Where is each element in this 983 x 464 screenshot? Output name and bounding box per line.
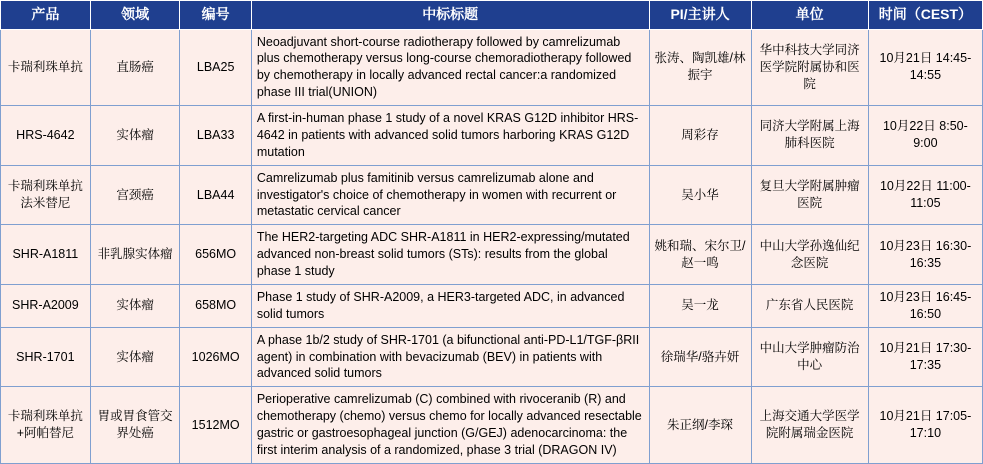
cell-field: 宫颈癌 — [90, 165, 180, 225]
cell-field: 非乳腺实体瘤 — [90, 225, 180, 285]
cell-pi: 吴一龙 — [649, 284, 751, 327]
cell-code: 658MO — [180, 284, 251, 327]
cell-pi: 徐瑞华/骆卉妍 — [649, 327, 751, 387]
cell-product: SHR-1701 — [1, 327, 91, 387]
cell-product: HRS-4642 — [1, 106, 91, 166]
table-row — [1, 165, 983, 225]
table-body — [1, 29, 983, 463]
cell-org: 复旦大学附属肿瘤医院 — [751, 165, 868, 225]
cell-org: 广东省人民医院 — [751, 284, 868, 327]
cell-pi: 周彩存 — [649, 106, 751, 166]
cell-pi: 吴小华 — [649, 165, 751, 225]
cell-pi: 张涛、陶凯雄/林振宇 — [649, 29, 751, 106]
cell-product: 卡瑞利珠单抗+阿帕替尼 — [1, 387, 91, 464]
table-row — [1, 29, 983, 106]
table-row — [1, 284, 983, 327]
cell-field: 实体瘤 — [90, 327, 180, 387]
cell-product: 卡瑞利珠单抗法米替尼 — [1, 165, 91, 225]
cell-product: 卡瑞利珠单抗 — [1, 29, 91, 106]
table-row — [1, 225, 983, 285]
cell-title: Phase 1 study of SHR-A2009, a HER3-targeted ADC, in advanced solid tumors — [251, 284, 649, 327]
table-header-row — [1, 1, 983, 30]
cell-title: A first-in-human phase 1 study of a novel KRAS G12D inhibitor HRS-4642 in patients with advanced solid tumors harboring KRAS G12D mutation — [251, 106, 649, 166]
cell-product: SHR-A2009 — [1, 284, 91, 327]
cell-field: 实体瘤 — [90, 284, 180, 327]
table-row — [1, 327, 983, 387]
cell-field: 胃或胃食管交界处癌 — [90, 387, 180, 464]
column-header-org: 单位 — [751, 1, 868, 30]
cell-pi: 姚和瑞、宋尔卫/赵一鸣 — [649, 225, 751, 285]
cell-code: 656MO — [180, 225, 251, 285]
cell-org: 上海交通大学医学院附属瑞金医院 — [751, 387, 868, 464]
cell-org: 中山大学孙逸仙纪念医院 — [751, 225, 868, 285]
cell-code: LBA25 — [180, 29, 251, 106]
cell-product: SHR-A1811 — [1, 225, 91, 285]
cell-time: 10月23日 16:30-16:35 — [868, 225, 982, 285]
cell-org: 中山大学肿瘤防治中心 — [751, 327, 868, 387]
cell-pi: 朱正纲/李琛 — [649, 387, 751, 464]
cell-time: 10月21日 17:05-17:10 — [868, 387, 982, 464]
cell-title: Perioperative camrelizumab (C) combined with rivoceranib (R) and chemotherapy (chemo) versus chemo for locally advanced resectable gastric or gastroesophageal junction (G/GEJ) adenocarcinoma: the first interim analysis of a randomized, phase 3 trial (DRAGON IV) — [251, 387, 649, 464]
cell-org: 华中科技大学同济医学院附属协和医院 — [751, 29, 868, 106]
cell-title: Neoadjuvant short-course radiotherapy followed by camrelizumab plus chemotherapy versus long-course chemoradiotherapy followed by chemotherapy in locally advanced rectal cancer:a randomized phase III trial(UNION) — [251, 29, 649, 106]
table-header — [1, 1, 983, 30]
cell-time: 10月22日 11:00-11:05 — [868, 165, 982, 225]
column-header-field: 领域 — [90, 1, 180, 30]
cell-org: 同济大学附属上海肺科医院 — [751, 106, 868, 166]
cell-time: 10月21日 17:30-17:35 — [868, 327, 982, 387]
cell-code: LBA44 — [180, 165, 251, 225]
cell-code: 1026MO — [180, 327, 251, 387]
cell-title: A phase 1b/2 study of SHR-1701 (a bifunctional anti-PD-L1/TGF-βRII agent) in combination with bevacizumab (BEV) in patients with advanced solid tumors — [251, 327, 649, 387]
column-header-pi: PI/主讲人 — [649, 1, 751, 30]
table-row — [1, 106, 983, 166]
column-header-product: 产品 — [1, 1, 91, 30]
table-row — [1, 387, 983, 464]
cell-field: 实体瘤 — [90, 106, 180, 166]
cell-title: The HER2-targeting ADC SHR-A1811 in HER2-expressing/mutated advanced non-breast solid tumors (STs): results from the global phase 1 study — [251, 225, 649, 285]
cell-code: 1512MO — [180, 387, 251, 464]
cell-title: Camrelizumab plus famitinib versus camrelizumab alone and investigator's choice of chemotherapy in women with recurrent or metastatic cervical cancer — [251, 165, 649, 225]
cell-code: LBA33 — [180, 106, 251, 166]
cell-time: 10月22日 8:50-9:00 — [868, 106, 982, 166]
cell-time: 10月23日 16:45-16:50 — [868, 284, 982, 327]
cell-field: 直肠癌 — [90, 29, 180, 106]
column-header-code: 编号 — [180, 1, 251, 30]
cell-time: 10月21日 14:45-14:55 — [868, 29, 982, 106]
column-header-title: 中标标题 — [251, 1, 649, 30]
column-header-time: 时间（CEST） — [868, 1, 982, 30]
